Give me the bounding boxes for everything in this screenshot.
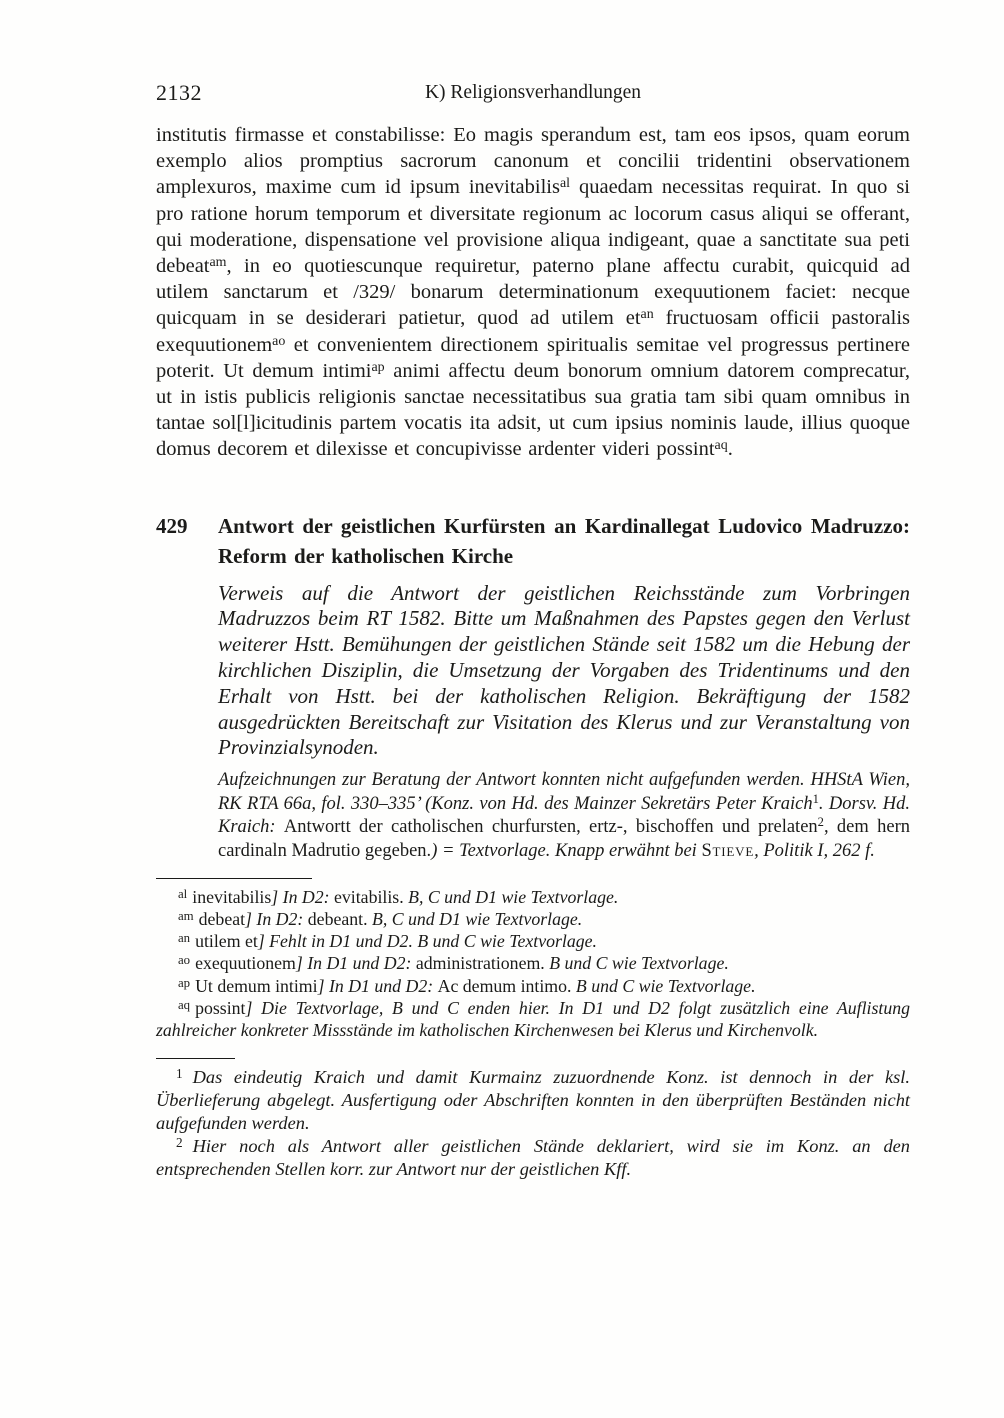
- document-number: 429: [156, 513, 188, 538]
- running-title: K) Religionsverhandlungen: [424, 82, 642, 103]
- source-note: Aufzeichnungen zur Beratung der Antwort konnten nicht aufgefunden werden. HHStA Wien, RK RTA 66a, fol. 330–335’ (Konz. von Hd. des Mainzer Sekretärs Peter Kraich$^1$. Dorsv. Hd. Kraich: Antwortt der catholischen churfursten, ertz-, bischoffen und prelaten$^2$, dem hern cardinaln Madrutio gegeben.) = Textvorlage. Knapp erwähnt bei Stieve, Politik I, 262 f.: [218, 770, 910, 861]
- apparatus-divider: [156, 878, 312, 879]
- apparatus-entry-al: $^{al}$ inevitabilis] In D2: evitabilis. B, C und D1 wie Textvorlage.: [178, 886, 619, 907]
- apparatus-entry-aq: $^{aq}$ possint] Die Textvorlage, B und C enden hier. In D1 und D2 folgt zusätzlich eine Auflistung zahlreicher konkreter Missstände im katholischen Kirchenwesen bei Klerus und Kirchenvolk.: [156, 998, 910, 1041]
- page-number: 2132: [156, 80, 202, 105]
- page-header: [156, 80, 910, 108]
- apparatus-entry-am: $^{am}$ debeat] In D2: debeant. B, C und D1 wie Textvorlage.: [178, 908, 583, 929]
- apparatus-entry-ap: $^{ap}$ Ut demum intimi] In D1 und D2: Ac demum intimo. B und C wie Textvorlage.: [178, 975, 756, 996]
- document-title: Antwort der geistlichen Kurfürsten an Kardinallegat Ludovico Madruzzo: Reform der katholischen Kirche: [218, 513, 910, 568]
- main-latin-paragraph: institutis firmasse et constabilisse: Eo magis sperandum est, tam eos ipsos, quam eorum exemplo alios promptius sacrorum canonum et concilii tridentini observationem amplexuros, maxime cum id ipsum inevitabilis$^{al}$ quaedam necessitas requirat. In quo si pro ratione horum temporum et diversitate regionum ac locorum casus aliqui se offerant, qui moderatione, dispensatione vel provisione aliqua indigeant, quae a sanctitate sua peti debeat$^{am}$, in eo quotiescunque requiretur, paterno plane affectu curabit, quicquid ad utilem sanctarum et /329/ bonarum determinationum exequutionem faciet: necque quicquam in se desiderari patietur, quod ad utilem $et^{an}$ fructuosam officii pastoralis exequutionem$^{ao}$ et convenientem directionem spiritualis semitae vel progressus pertinere poterit. Ut demum intimi$^{ap}$ animi affectu deum bonorum omnium datorem comprecatur, ut in istis publicis religionis sanctae necessitatibus sua gratia tam sibi quam omnibus in tantae sol[l]icitudinis partem vocatis ita adsit, ut cum ipsius nominis laude, illius quoque domus decorem et dilexisse et concupivisse ardenter videri possint$^{aq}$.: [156, 124, 910, 461]
- critical-apparatus: [156, 886, 910, 1042]
- document-heading: [156, 511, 910, 571]
- footnote-2: $^2$ Hier noch als Antwort aller geistlichen Stände deklariert, wird sie im Konz. an den entsprechenden Stellen korr. zur Antwort nur der geistlichen Kff.: [156, 1135, 910, 1180]
- footnote-1: $^1$ Das eindeutig Kraich und damit Kurmainz zuzuordnende Konz. ist dennoch in der ksl. Überlieferung abgelegt. Ausfertigung oder Abschriften konnten in den überprüften Beständen nicht aufgefunden werden.: [156, 1065, 910, 1134]
- footnotes: [156, 1066, 910, 1182]
- apparatus-entry-an: $^{an}$ utilem et] Fehlt in D1 und D2. B und C wie Textvorlage.: [178, 931, 597, 952]
- apparatus-entry-ao: $^{ao}$ exequutionem] In D1 und D2: administrationem. B und C wie Textvorlage.: [178, 953, 729, 974]
- footnote-divider: [156, 1058, 235, 1059]
- document-summary: Verweis auf die Antwort der geistlichen Reichsstände zum Vorbringen Madruzzos beim RT 1582. Bitte um Maßnahmen des Papstes gegen den Verlust weiterer Hstt. Bemühungen der geistlichen Stände seit 1582 um die Hebung der kirchlichen Disziplin, die Umsetzung der Vorgaben des Tridentinums und den Erhalt von Hstt. bei der katholischen Religion. Bekräftigung der 1582 ausgedrückten Bereitschaft zur Visitation des Klerus und zur Veranstaltung von Provinzialsynoden.: [218, 580, 910, 760]
